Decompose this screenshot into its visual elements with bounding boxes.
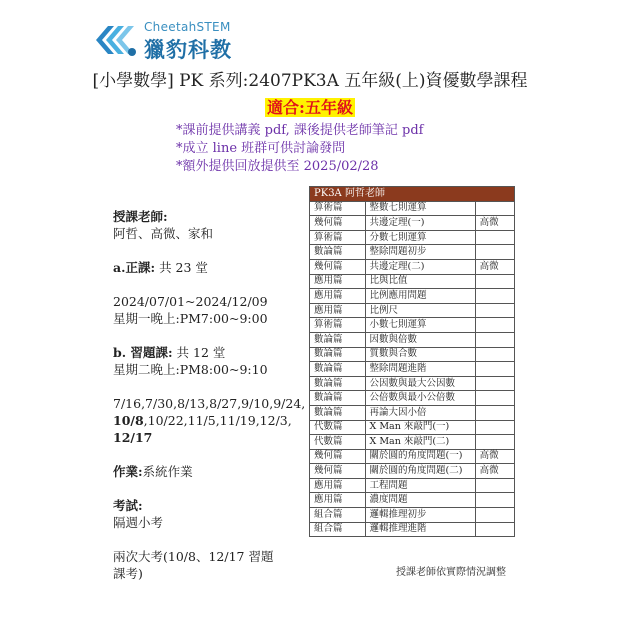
- table-row: [310, 303, 515, 318]
- main-class-line: [113, 259, 283, 276]
- row-teacher: [475, 435, 514, 450]
- row-teacher: [475, 230, 514, 245]
- table-row: [310, 493, 515, 508]
- row-category: 算術篇: [310, 201, 366, 216]
- row-topic: X Man 來敲門(二): [365, 435, 475, 450]
- row-teacher: [475, 201, 514, 216]
- table-row: [310, 318, 515, 333]
- main-class-count: 共 23 堂: [159, 260, 208, 275]
- row-topic: 質數與合數: [365, 347, 475, 362]
- practice-dates-line1: 7/16,7/30,8/13,8/27,9/10,9/24,: [113, 396, 306, 411]
- main-class-dates: 2024/07/01~2024/12/09: [113, 294, 268, 309]
- practice-class-time: 星期二晚上:PM8:00~9:10: [113, 362, 268, 377]
- cheetah-logo-icon: [92, 20, 138, 60]
- table-row: [310, 332, 515, 347]
- row-category: 組合篇: [310, 508, 366, 523]
- row-category: 應用篇: [310, 478, 366, 493]
- practice-dates-rest: ,10/22,11/5,11/19,12/3,: [143, 413, 292, 428]
- main-class-time: 星期一晚上:PM7:00~9:00: [113, 311, 268, 326]
- table-row: [310, 478, 515, 493]
- teacher-label: 授課老師:: [113, 209, 168, 224]
- row-teacher: [475, 347, 514, 362]
- logo-english: CheetahSTEM: [144, 20, 231, 34]
- row-category: 算術篇: [310, 318, 366, 333]
- row-topic: 邏輯推理初步: [365, 508, 475, 523]
- row-category: 幾何篇: [310, 259, 366, 274]
- exam-value: 隔週小考: [113, 515, 164, 530]
- table-row: [310, 201, 515, 216]
- homework-line: [113, 463, 283, 480]
- row-teacher: [475, 376, 514, 391]
- logo-chinese: 獵豹科教: [144, 38, 232, 62]
- table-row: [310, 274, 515, 289]
- practice-class-count: 共 12 堂: [176, 345, 226, 360]
- practice-date-bold: 10/8: [113, 413, 144, 428]
- row-category: 數論篇: [310, 391, 366, 406]
- row-topic: 再論大因小倍: [365, 405, 475, 420]
- row-topic: 關於圓的角度問題(一): [365, 449, 475, 464]
- footnote: 授課老師依實際情況調整: [396, 567, 506, 578]
- row-teacher: [475, 289, 514, 304]
- row-teacher: [475, 405, 514, 420]
- exam-label: 考試:: [113, 498, 143, 513]
- row-teacher: [475, 493, 514, 508]
- big-exam: 兩次大考(10/8、12/17 習題課考): [113, 549, 274, 581]
- row-category: 應用篇: [310, 274, 366, 289]
- table-row: [310, 522, 515, 537]
- page-title: [小學數學] PK 系列:2407PK3A 五年級(上)資優數學課程: [92, 71, 528, 91]
- row-teacher: [475, 391, 514, 406]
- row-topic: 公倍數與最小公倍數: [365, 391, 475, 406]
- table-row: [310, 230, 515, 245]
- row-teacher: [475, 318, 514, 333]
- row-topic: 小數七則運算: [365, 318, 475, 333]
- row-category: 幾何篇: [310, 449, 366, 464]
- row-topic: 比例應用問題: [365, 289, 475, 304]
- practice-dates-line2: [113, 412, 292, 429]
- note-item: *課前提供講義 pdf, 課後提供老師筆記 pdf: [176, 123, 424, 138]
- table-row: [310, 391, 515, 406]
- row-category: 數論篇: [310, 376, 366, 391]
- table-row: [310, 420, 515, 435]
- schedule-header-row: [310, 187, 515, 202]
- row-topic: 關於圓的角度問題(二): [365, 464, 475, 479]
- row-topic: 因數與倍數: [365, 332, 475, 347]
- row-topic: 比例尺: [365, 303, 475, 318]
- row-teacher: [475, 478, 514, 493]
- notes-list: [176, 122, 423, 176]
- row-category: 代數篇: [310, 420, 366, 435]
- teacher-names: 阿哲、高微、家和: [113, 226, 214, 241]
- row-topic: 工程問題: [365, 478, 475, 493]
- row-teacher: [475, 274, 514, 289]
- table-row: [310, 259, 515, 274]
- table-row: [310, 216, 515, 231]
- table-row: [310, 449, 515, 464]
- table-row: [310, 405, 515, 420]
- note-item: *額外提供回放提供至 2025/02/28: [176, 159, 379, 174]
- table-row: [310, 464, 515, 479]
- row-topic: 邏輯推理進階: [365, 522, 475, 537]
- row-topic: 公因數與最大公因數: [365, 376, 475, 391]
- row-category: 算術篇: [310, 230, 366, 245]
- row-topic: 共邊定理(二): [365, 259, 475, 274]
- table-row: [310, 376, 515, 391]
- schedule-header: PK3A 阿哲老師: [310, 187, 515, 202]
- row-category: 數論篇: [310, 245, 366, 260]
- practice-dates-line3: 12/17: [113, 430, 153, 445]
- row-topic: 分數七則運算: [365, 230, 475, 245]
- course-info: [113, 208, 306, 582]
- row-topic: 濃度問題: [365, 493, 475, 508]
- practice-class-label: b. 習題課:: [113, 345, 173, 360]
- table-row: [310, 362, 515, 377]
- row-teacher: [475, 508, 514, 523]
- row-teacher: 高微: [475, 216, 514, 231]
- row-category: 數論篇: [310, 362, 366, 377]
- table-row: [310, 508, 515, 523]
- table-row: [310, 435, 515, 450]
- note-item: *成立 line 班群可供討論發問: [176, 141, 346, 156]
- row-teacher: 高微: [475, 449, 514, 464]
- row-topic: X Man 來敲門(一): [365, 420, 475, 435]
- row-teacher: [475, 303, 514, 318]
- row-teacher: [475, 245, 514, 260]
- table-row: [310, 289, 515, 304]
- row-category: 應用篇: [310, 493, 366, 508]
- homework-value: 系統作業: [142, 464, 193, 479]
- row-teacher: [475, 420, 514, 435]
- row-topic: 整除問題進階: [365, 362, 475, 377]
- row-teacher: 高微: [475, 259, 514, 274]
- suitable-grade: [0, 95, 620, 118]
- row-teacher: [475, 332, 514, 347]
- table-row: [310, 245, 515, 260]
- row-teacher: [475, 522, 514, 537]
- row-category: 數論篇: [310, 405, 366, 420]
- row-category: 數論篇: [310, 332, 366, 347]
- row-topic: 共邊定理(一): [365, 216, 475, 231]
- row-category: 代數篇: [310, 435, 366, 450]
- suitable-grade-text: 適合:五年級: [267, 98, 353, 117]
- row-category: 幾何篇: [310, 464, 366, 479]
- practice-class-line: [113, 344, 283, 361]
- row-category: 幾何篇: [310, 216, 366, 231]
- main-class-label: a.正課:: [113, 260, 156, 275]
- row-category: 應用篇: [310, 289, 366, 304]
- row-teacher: 高微: [475, 464, 514, 479]
- logo: [92, 18, 252, 64]
- row-topic: 比與比值: [365, 274, 475, 289]
- row-topic: 整除問題初步: [365, 245, 475, 260]
- row-category: 組合篇: [310, 522, 366, 537]
- schedule-table: [309, 186, 515, 537]
- row-topic: 整數七則運算: [365, 201, 475, 216]
- row-category: 數論篇: [310, 347, 366, 362]
- row-teacher: [475, 362, 514, 377]
- table-row: [310, 347, 515, 362]
- row-category: 應用篇: [310, 303, 366, 318]
- homework-label: 作業:: [113, 464, 143, 479]
